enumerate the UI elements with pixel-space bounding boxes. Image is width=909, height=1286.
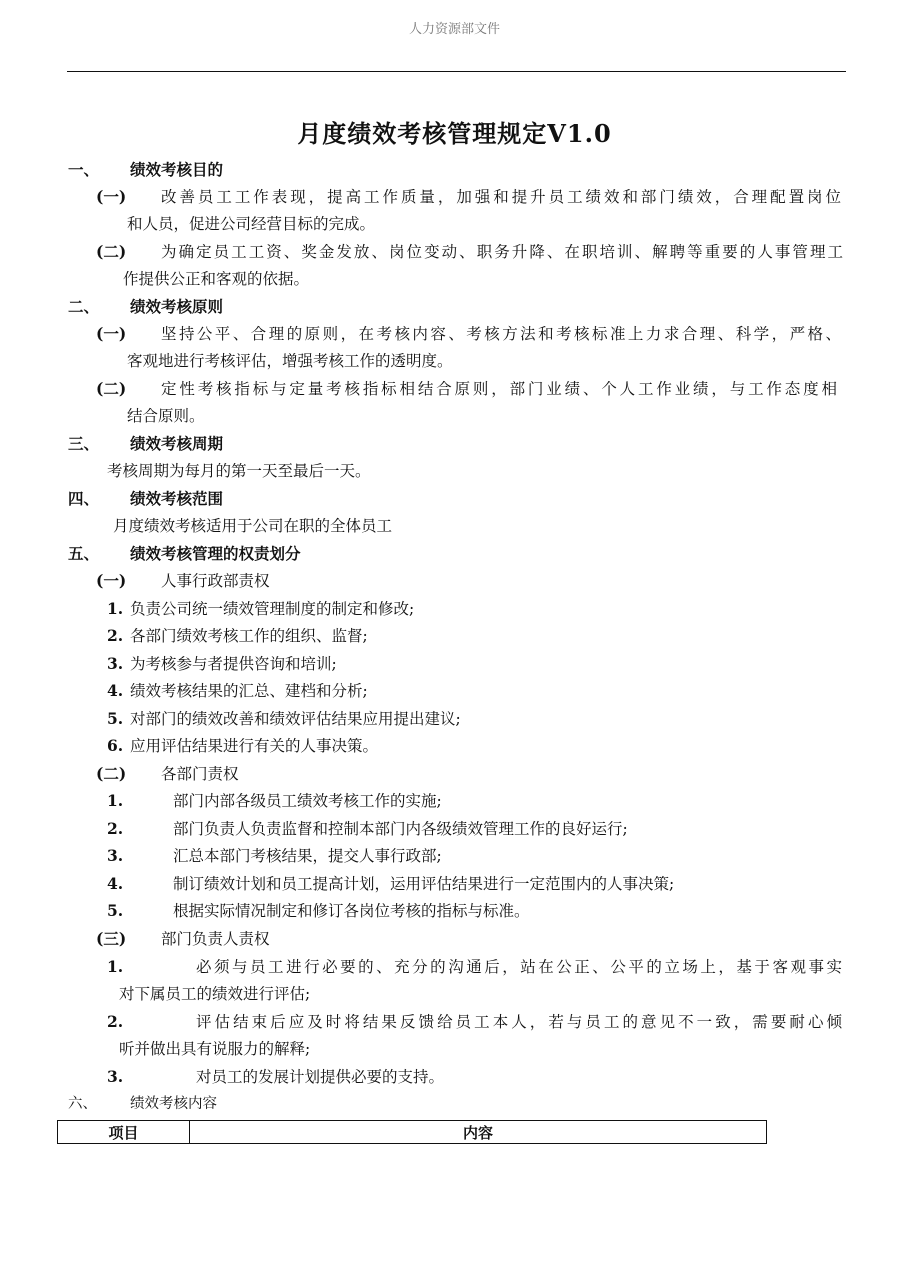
paragraph-line: 改善员工工作表现，提高工作质量，加强和提升员工绩效和部门绩效，合理配置岗位 (161, 188, 841, 206)
item-label: (一) (96, 324, 127, 343)
list-number: 6. (107, 736, 124, 755)
list-item: 对员工的发展计划提供必要的支持。 (196, 1068, 445, 1086)
column-header-item: 项目 (58, 1121, 190, 1144)
subsection-label: (三) (96, 929, 127, 948)
paragraph-line: 客观地进行考核评估，增强考核工作的透明度。 (127, 352, 453, 370)
section-heading: 绩效考核原则 (130, 297, 224, 316)
section-heading: 绩效考核管理的权责划分 (130, 544, 301, 563)
section-number: 六、 (68, 1096, 97, 1112)
item-label: (二) (96, 379, 127, 398)
list-number: 3. (107, 846, 124, 865)
section-heading: 绩效考核目的 (130, 160, 224, 179)
section-text: 考核周期为每月的第一天至最后一天。 (107, 462, 371, 480)
item-label: (一) (96, 187, 127, 206)
section-number: 五、 (68, 544, 100, 563)
list-number: 4. (107, 681, 124, 700)
document-title: 月度绩效考核管理规定V1.0 (297, 119, 612, 148)
subsection-title: 各部门责权 (161, 765, 239, 783)
list-item: 对部门的绩效改善和绩效评估结果应用提出建议; (130, 710, 461, 728)
section-heading: 绩效考核周期 (130, 434, 224, 453)
paragraph-line: 作提供公正和客观的依据。 (123, 270, 310, 288)
subsection-title: 人事行政部责权 (161, 572, 270, 590)
paragraph-line: 和人员，促进公司经营目标的完成。 (127, 215, 376, 233)
list-item: 应用评估结果进行有关的人事决策。 (130, 737, 379, 755)
list-item-continuation: 对下属员工的绩效进行评估; (119, 985, 311, 1003)
content-table (57, 1120, 767, 1144)
section-number: 一、 (68, 160, 100, 179)
list-number: 2. (107, 626, 124, 645)
subsection-title: 部门负责人责权 (161, 930, 270, 948)
list-number: 3. (107, 1067, 124, 1086)
list-number: 5. (107, 901, 124, 920)
list-item: 部门负责人负责监督和控制本部门内各级绩效管理工作的良好运行; (173, 820, 628, 838)
section-number: 二、 (68, 297, 100, 316)
list-item: 汇总本部门考核结果，提交人事行政部; (173, 847, 442, 865)
list-item: 制订绩效计划和员工提高计划，运用评估结果进行一定范围内的人事决策; (173, 875, 675, 893)
list-number: 5. (107, 709, 124, 728)
list-number: 2. (107, 819, 124, 838)
section-text: 月度绩效考核适用于公司在职的全体员工 (113, 517, 393, 535)
paragraph-line: 定性考核指标与定量考核指标相结合原则，部门业绩、个人工作业绩，与工作态度相 (161, 380, 837, 398)
list-item: 评估结束后应及时将结果反馈给员工本人，若与员工的意见不一致，需要耐心倾 (196, 1013, 842, 1031)
section-heading: 绩效考核内容 (130, 1096, 217, 1112)
list-number: 1. (107, 791, 124, 810)
section-heading: 绩效考核范围 (130, 489, 224, 508)
list-number: 3. (107, 654, 124, 673)
subsection-label: (一) (96, 571, 127, 590)
paragraph-line: 为确定员工工资、奖金发放、岗位变动、职务升降、在职培训、解聘等重要的人事管理工 (161, 243, 843, 261)
list-item: 根据实际情况制定和修订各岗位考核的指标与标准。 (173, 902, 530, 920)
list-number: 2. (107, 1012, 124, 1031)
item-label: (二) (96, 242, 127, 261)
list-item: 为考核参与者提供咨询和培训; (130, 655, 337, 673)
column-header-content: 内容 (190, 1121, 767, 1144)
page-header: 人力资源部文件 (408, 22, 500, 37)
list-number: 1. (107, 599, 124, 618)
list-number: 1. (107, 957, 124, 976)
list-item-continuation: 听并做出具有说服力的解释; (119, 1040, 311, 1058)
list-item: 绩效考核结果的汇总、建档和分析; (130, 682, 368, 700)
list-number: 4. (107, 874, 124, 893)
paragraph-line: 坚持公平、合理的原则，在考核内容、考核方法和考核标准上力求合理、科学，严格、 (161, 325, 841, 343)
subsection-label: (二) (96, 764, 127, 783)
section-number: 四、 (68, 489, 100, 508)
list-item: 负责公司统一绩效管理制度的制定和修改; (130, 600, 415, 618)
section-number: 三、 (68, 434, 100, 453)
table-header-row (58, 1121, 767, 1144)
header-divider (67, 71, 846, 72)
list-item: 部门内部各级员工绩效考核工作的实施; (173, 792, 442, 810)
paragraph-line: 结合原则。 (127, 407, 205, 425)
list-item: 各部门绩效考核工作的组织、监督; (130, 627, 368, 645)
list-item: 必须与员工进行必要的、充分的沟通后，站在公正、公平的立场上，基于客观事实 (196, 958, 842, 976)
